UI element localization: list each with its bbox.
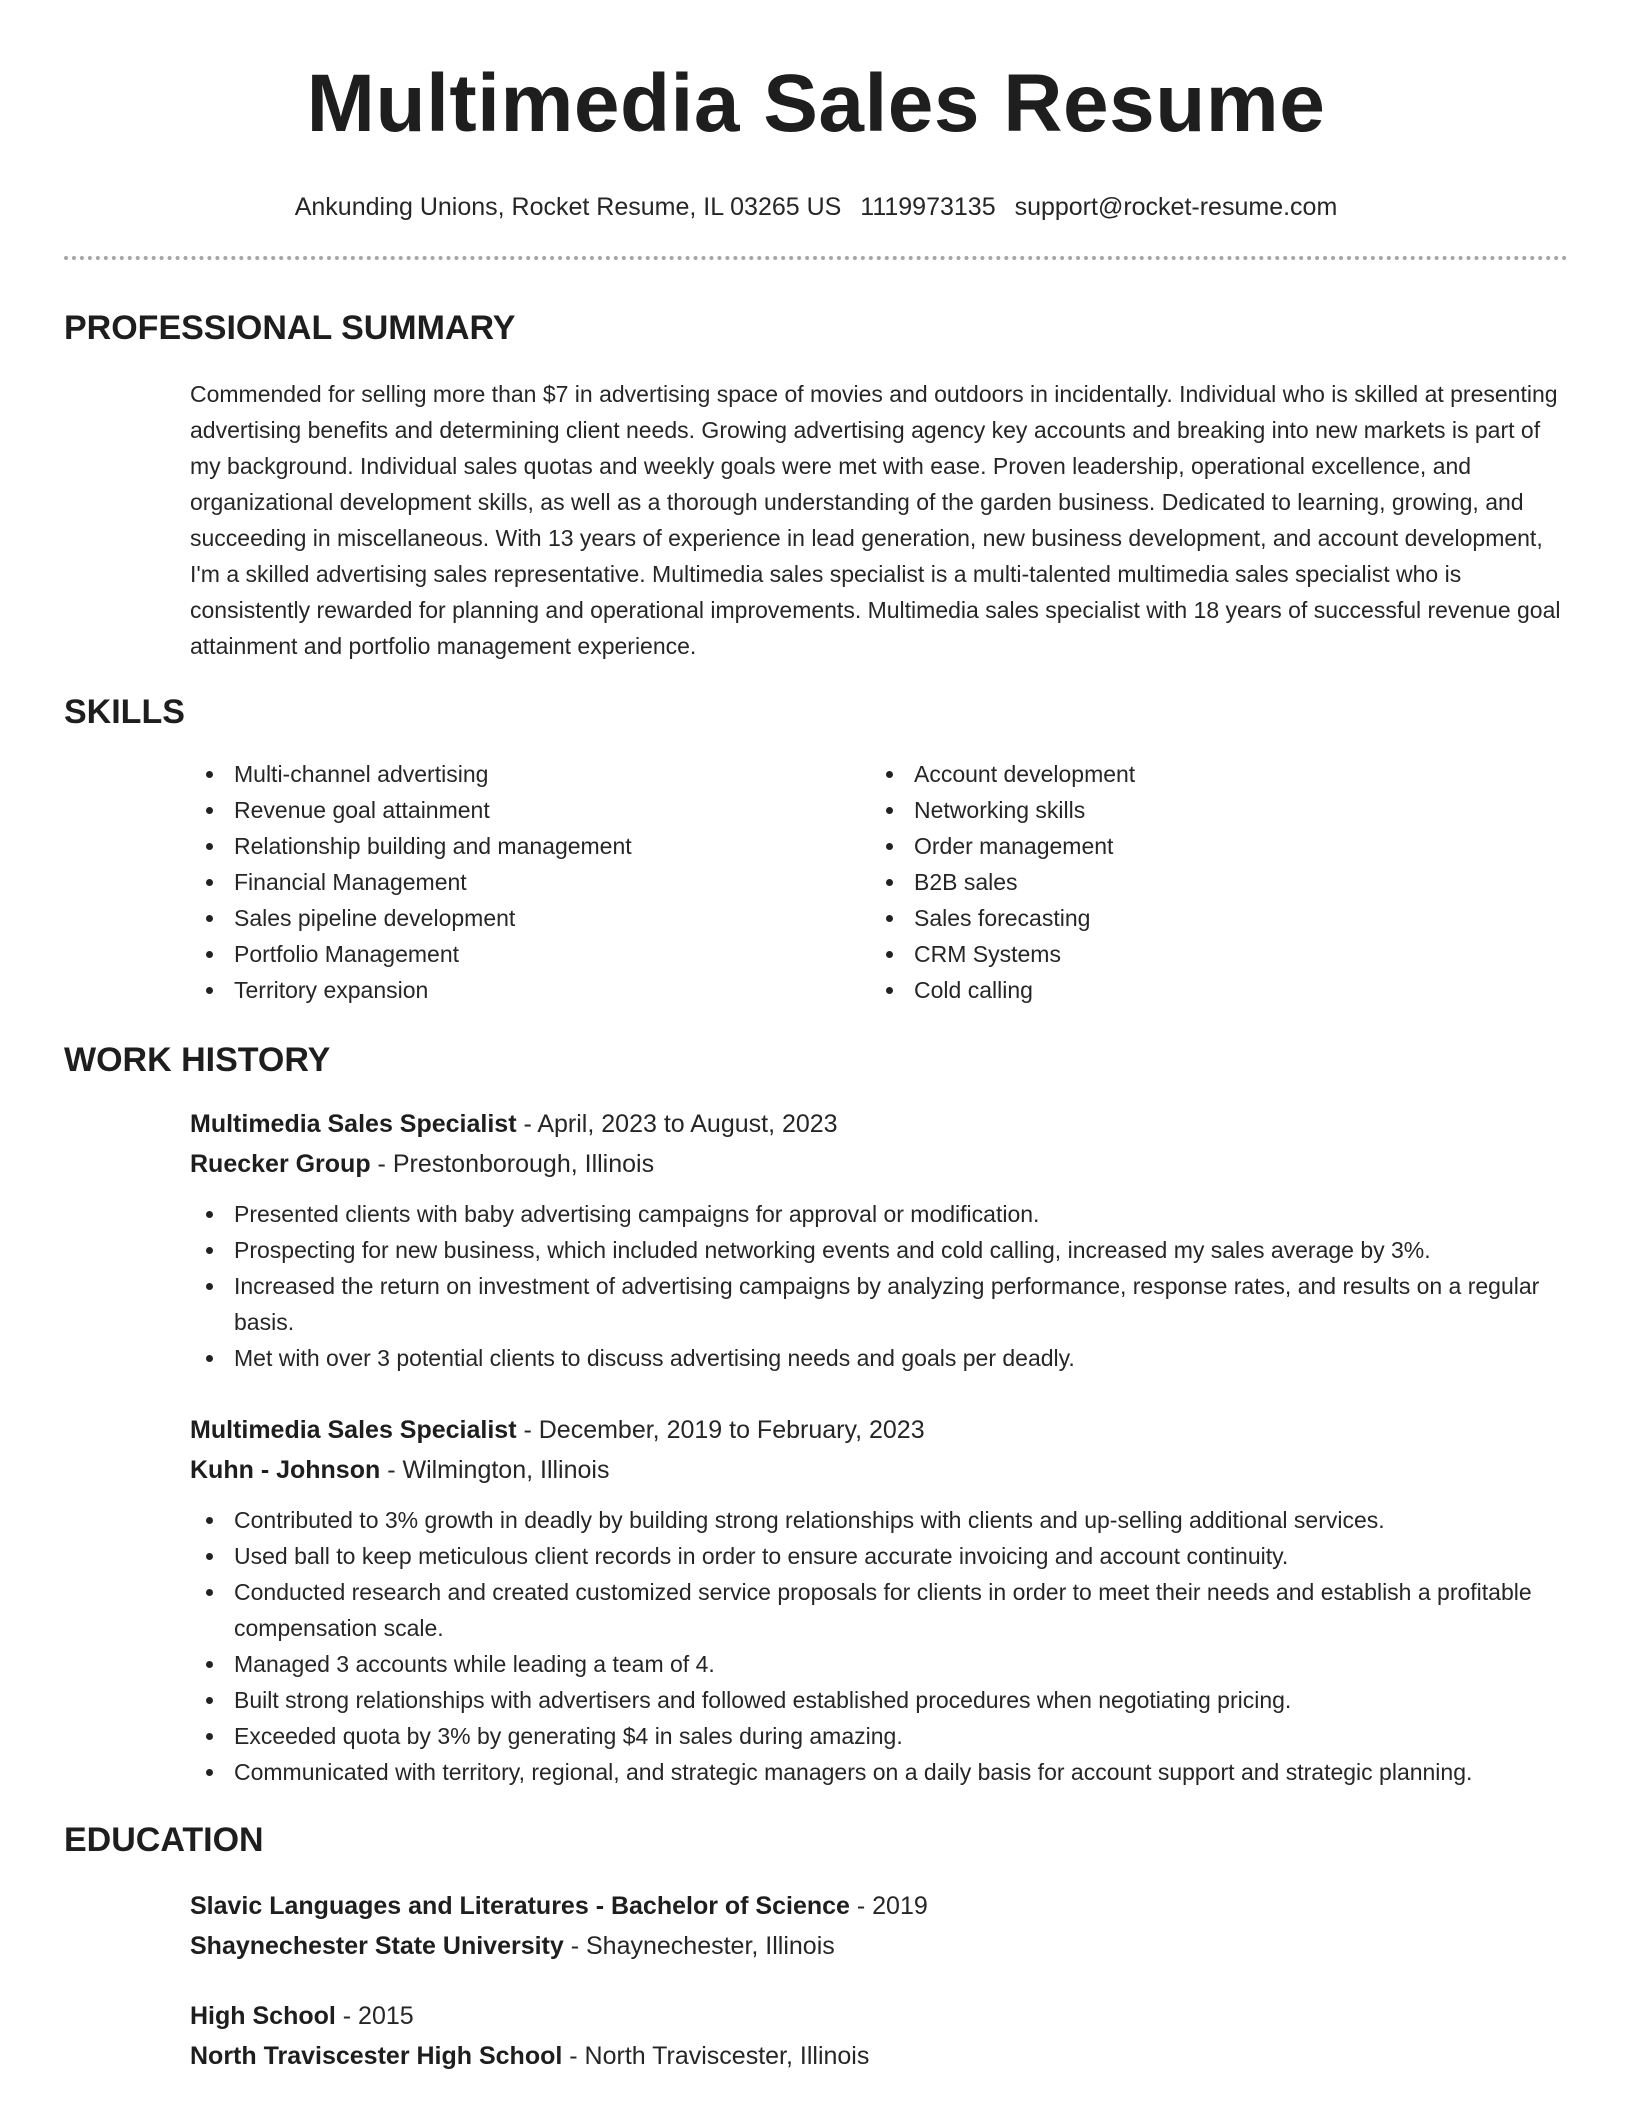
skill-item: B2B sales [870, 864, 1550, 900]
job-entry [190, 1104, 1568, 1376]
job-bullet: Met with over 3 potential clients to discuss advertising needs and goals per deadly. [190, 1340, 1568, 1376]
job-bullet: Managed 3 accounts while leading a team of 4. [190, 1646, 1568, 1682]
job-location: - Prestonborough, Illinois [370, 1150, 655, 1178]
skill-item: Account development [870, 756, 1550, 792]
contact-info [64, 192, 1568, 222]
job-role: Multimedia Sales Specialist [190, 1416, 517, 1444]
job-company: Kuhn - Johnson [190, 1456, 381, 1484]
email[interactable]: support@rocket-resume.com [1014, 193, 1338, 221]
header-divider [64, 256, 1568, 260]
job-bullet: Communicated with territory, regional, and strategic managers on a daily basis for account support and strategic planning. [190, 1754, 1568, 1790]
job-entry [190, 1410, 1568, 1790]
job-bullet: Exceeded quota by 3% by generating $4 in sales during amazing. [190, 1718, 1568, 1754]
section-title-skills: SKILLS [64, 693, 185, 731]
education-school: North Traviscester High School [190, 2042, 563, 2070]
education-school: Shaynechester State University [190, 1932, 564, 1960]
skill-item: Sales pipeline development [190, 900, 870, 936]
job-bullet: Presented clients with baby advertising campaigns for approval or modification. [190, 1196, 1568, 1232]
education-degree-line [190, 1886, 1568, 1926]
education-degree-line [190, 1996, 1568, 2036]
job-location: - Wilmington, Illinois [380, 1456, 610, 1484]
job-company: Ruecker Group [190, 1150, 371, 1178]
education-entry [190, 1886, 1568, 1966]
job-bullet: Contributed to 3% growth in deadly by building strong relationships with clients and up-selling additional services. [190, 1502, 1568, 1538]
section-title-work-history: WORK HISTORY [64, 1041, 331, 1079]
job-role-line [190, 1104, 1568, 1144]
education-year: - 2019 [849, 1892, 928, 1920]
skills-column-right [870, 756, 1550, 1008]
skill-item: Territory expansion [190, 972, 870, 1008]
job-role-line [190, 1410, 1568, 1450]
resume-title: Multimedia Sales Resume [306, 58, 1326, 149]
job-company-line [190, 1144, 1568, 1184]
section-title-education: EDUCATION [64, 1821, 264, 1859]
education-school-line [190, 2036, 1568, 2076]
job-bullets [190, 1196, 1568, 1376]
education-location: - Shaynechester, Illinois [563, 1932, 835, 1960]
job-bullet: Increased the return on investment of advertising campaigns by analyzing performance, response rates, and results on a regular basis. [190, 1268, 1568, 1340]
section-title-summary: PROFESSIONAL SUMMARY [64, 309, 516, 347]
education-school-line [190, 1926, 1568, 1966]
job-bullets [190, 1502, 1568, 1790]
job-bullet: Prospecting for new business, which included networking events and cold calling, increased my sales average by 3%. [190, 1232, 1568, 1268]
skill-item: CRM Systems [870, 936, 1550, 972]
education-entry [190, 1996, 1568, 2076]
education-location: - North Traviscester, Illinois [562, 2042, 870, 2070]
skills-list [190, 756, 1568, 1008]
skill-item: Revenue goal attainment [190, 792, 870, 828]
job-bullet: Built strong relationships with advertisers and followed established procedures when negotiating pricing. [190, 1682, 1568, 1718]
education-degree: Slavic Languages and Literatures - Bachelor of Science [190, 1892, 850, 1920]
skill-item: Financial Management [190, 864, 870, 900]
address: Ankunding Unions, Rocket Resume, IL 03265 US [294, 193, 842, 221]
skill-item: Networking skills [870, 792, 1550, 828]
skill-item: Order management [870, 828, 1550, 864]
skill-item: Multi-channel advertising [190, 756, 870, 792]
education-year: - 2015 [335, 2002, 414, 2030]
summary-text: Commended for selling more than $7 in advertising space of movies and outdoors in incidentally. Individual who is skilled at presenting advertising benefits and determining client needs. Growing advertising agency key accounts and breaking into new markets is part of my background. Individual sales quotas and weekly goals were met with ease. Proven leadership, operational excellence, and organizational development skills, as well as a thorough understanding of the garden business. Dedicated to learning, growing, and succeeding in miscellaneous. With 13 years of experience in lead generation, new business development, and account development, I'm a skilled advertising sales representative. Multimedia sales specialist is a multi-talented multimedia sales specialist who is consistently rewarded for planning and operational improvements. Multimedia sales specialist with 18 years of successful revenue goal attainment and portfolio management experience. [190, 381, 1561, 659]
skills-column-left [190, 756, 870, 1008]
skill-item: Cold calling [870, 972, 1550, 1008]
job-company-line [190, 1450, 1568, 1490]
job-dates: - April, 2023 to August, 2023 [516, 1110, 838, 1138]
job-bullet: Conducted research and created customized service proposals for clients in order to meet their needs and establish a profitable compensation scale. [190, 1574, 1568, 1646]
job-dates: - December, 2019 to February, 2023 [516, 1416, 925, 1444]
skill-item: Relationship building and management [190, 828, 870, 864]
job-role: Multimedia Sales Specialist [190, 1110, 517, 1138]
education-degree: High School [190, 2002, 336, 2030]
skill-item: Portfolio Management [190, 936, 870, 972]
skill-item: Sales forecasting [870, 900, 1550, 936]
phone: 1119973135 [860, 193, 996, 221]
job-bullet: Used ball to keep meticulous client records in order to ensure accurate invoicing and account continuity. [190, 1538, 1568, 1574]
